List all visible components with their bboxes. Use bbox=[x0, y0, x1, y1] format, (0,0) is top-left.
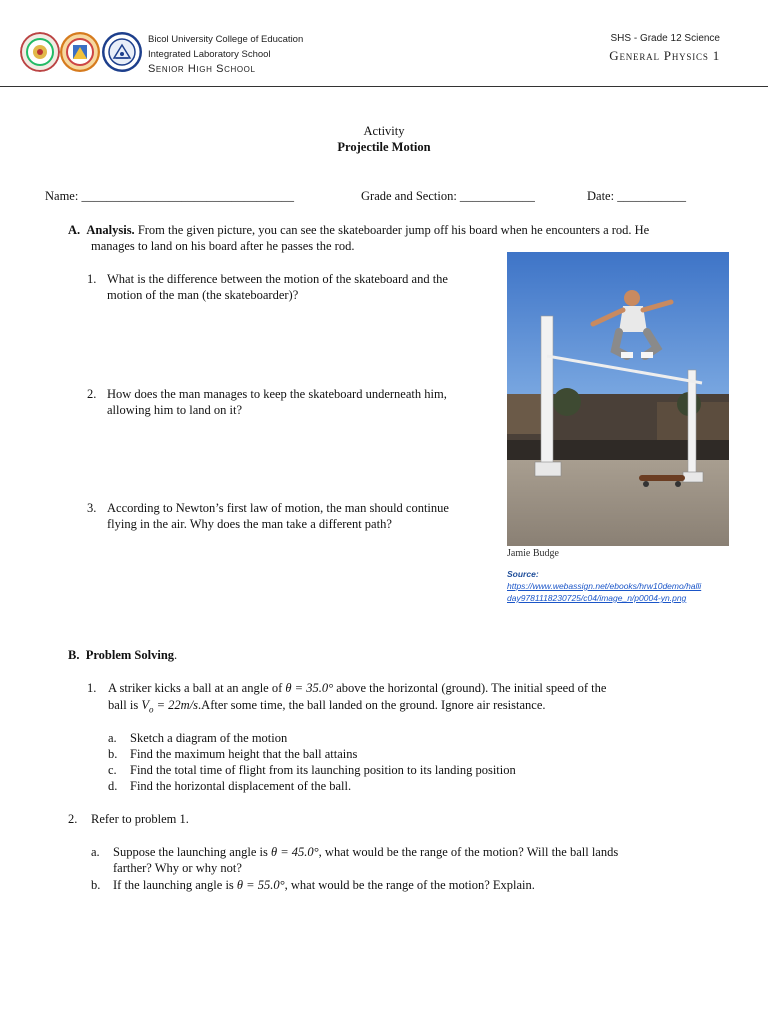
section-a-intro-line2: manages to land on his board after he passes the rod. bbox=[91, 239, 355, 253]
angle-55: θ = 55.0° bbox=[236, 878, 285, 892]
section-a-intro-line1: From the given picture, you can see the skateboarder jump off his board when he encounters a rod. He bbox=[137, 223, 650, 237]
problem-1-line1-text-a: A striker kicks a ball at an angle of bbox=[108, 681, 286, 695]
source-link-line2[interactable]: day9781118230725/c04/image_n/p0004-yn.png bbox=[507, 593, 687, 603]
section-a-heading: Analysis. bbox=[86, 223, 135, 237]
item-d-letter: d. bbox=[108, 779, 118, 793]
angle-45: θ = 45.0° bbox=[270, 845, 319, 859]
question-3-line1: According to Newton’s first law of motion, the man should continue bbox=[107, 501, 449, 515]
subject-name: General Physics 1 bbox=[609, 48, 720, 63]
problem-2a-text-a: Suppose the launching angle is bbox=[113, 845, 271, 859]
activity-label: Activity bbox=[363, 124, 405, 138]
problem-2-text: Refer to problem 1. bbox=[91, 812, 189, 826]
problem-2-number: 2. bbox=[68, 812, 78, 826]
date-field: Date: ___________ bbox=[587, 189, 686, 203]
photo-caption: Jamie Budge bbox=[507, 548, 559, 559]
problem-1-line1-text-b: above the horizontal (ground). The initial speed of the bbox=[333, 681, 607, 695]
angle-35: θ = 35.0° bbox=[285, 681, 334, 695]
item-a-letter: a. bbox=[108, 731, 117, 745]
seal-logo-3 bbox=[102, 32, 142, 72]
item-d-text: Find the horizontal displacement of the ball. bbox=[130, 779, 352, 793]
problem-2a-line1 bbox=[113, 844, 618, 860]
grade-section-field: Grade and Section: ____________ bbox=[361, 189, 535, 203]
problem-1-number: 1. bbox=[87, 681, 97, 695]
problem-2a-text-b: , what would be the range of the motion? Will the ball lands bbox=[318, 845, 619, 859]
problem-1-line2-text-a: ball is bbox=[108, 698, 142, 712]
grade-line: SHS - Grade 12 Science bbox=[610, 33, 720, 44]
question-2-line2: allowing him to land on it? bbox=[107, 403, 243, 417]
source-label: Source: bbox=[507, 569, 539, 579]
seal-logo-2 bbox=[60, 32, 100, 72]
section-b-heading-end: . bbox=[174, 648, 178, 662]
section-b-letter: B. bbox=[68, 648, 80, 662]
question-1-line1: What is the difference between the motion of the skateboard and the bbox=[107, 272, 448, 286]
school-info bbox=[148, 32, 303, 77]
problem-1-line2 bbox=[108, 697, 546, 718]
question-3-number: 3. bbox=[87, 501, 97, 515]
source-link-line1[interactable]: https://www.webassign.net/ebooks/hrw10demo/halli bbox=[507, 581, 702, 591]
school-line-2: Integrated Laboratory School bbox=[148, 49, 271, 60]
section-b-heading-line bbox=[68, 647, 177, 663]
problem-2b-text-b: , what would be the range of the motion? Explain. bbox=[284, 878, 535, 892]
problem-2b-text-a: If the launching angle is bbox=[113, 878, 237, 892]
photo-source bbox=[507, 568, 747, 604]
school-line-1: Bicol University College of Education bbox=[148, 34, 304, 45]
header-divider bbox=[0, 86, 768, 87]
problem-2b-line bbox=[113, 877, 535, 893]
item-c-letter: c. bbox=[108, 763, 117, 777]
name-field: Name: __________________________________ bbox=[45, 189, 294, 203]
question-2-number: 2. bbox=[87, 387, 97, 401]
seal-logo-1 bbox=[20, 32, 60, 72]
skateboarder-photo bbox=[507, 252, 729, 546]
problem-2b-letter: b. bbox=[91, 878, 101, 892]
section-a-intro bbox=[68, 222, 728, 238]
question-2-line1: How does the man manages to keep the skateboard underneath him, bbox=[107, 387, 447, 401]
problem-1-line1 bbox=[108, 680, 606, 696]
question-3-line2: flying in the air. Why does the man take a different path? bbox=[107, 517, 392, 531]
activity-title: Projectile Motion bbox=[337, 140, 431, 154]
item-b-text: Find the maximum height that the ball attains bbox=[130, 747, 358, 761]
section-a-letter: A. bbox=[68, 223, 81, 237]
problem-2a-letter: a. bbox=[91, 845, 100, 859]
item-b-letter: b. bbox=[108, 747, 118, 761]
velocity-subscript: o bbox=[148, 704, 154, 715]
course-info bbox=[609, 32, 720, 66]
velocity-symbol: V bbox=[141, 698, 149, 712]
item-a-text: Sketch a diagram of the motion bbox=[130, 731, 288, 745]
question-1-number: 1. bbox=[87, 272, 97, 286]
question-1-line2: motion of the man (the skateboarder)? bbox=[107, 288, 299, 302]
school-line-3: Senior High School bbox=[148, 63, 256, 75]
problem-1-line2-text-b: .After some time, the ball landed on the ground. Ignore air resistance. bbox=[198, 698, 546, 712]
section-b-heading: Problem Solving bbox=[85, 648, 175, 662]
item-c-text: Find the total time of flight from its launching position to its landing position bbox=[130, 763, 516, 777]
velocity-value: = 22m/s bbox=[153, 698, 199, 712]
problem-2a-line2: farther? Why or why not? bbox=[113, 861, 242, 875]
